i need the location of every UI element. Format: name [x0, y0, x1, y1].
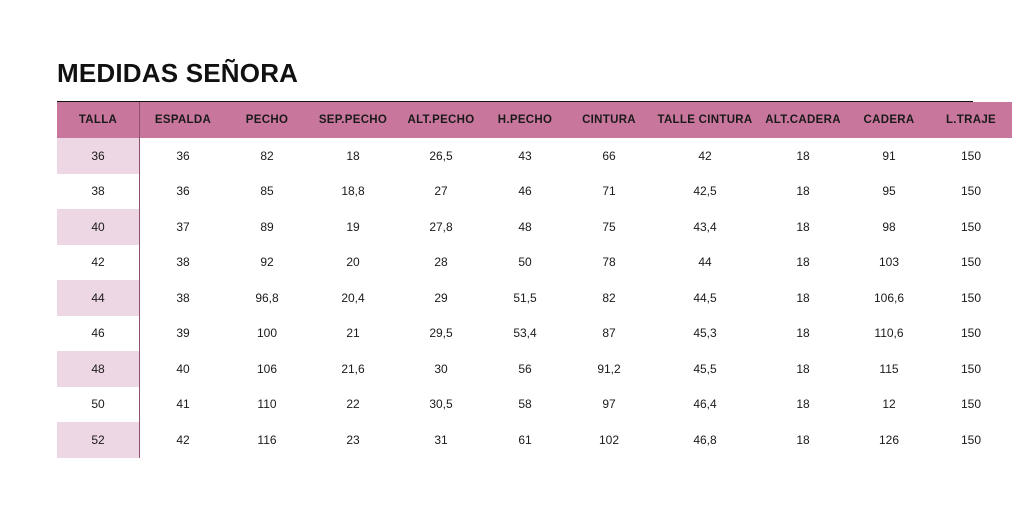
cell-h-pecho: 50: [484, 245, 566, 281]
column-header-talla: TALLA: [57, 102, 140, 138]
cell-talla: 52: [57, 422, 140, 458]
cell-sep-pecho: 18: [308, 138, 398, 174]
table-row: [57, 316, 1012, 352]
cell-alt-pecho: 29: [398, 280, 484, 316]
cell-talla: 36: [57, 138, 140, 174]
cell-espalda: 37: [140, 209, 227, 245]
cell-alt-pecho: 27: [398, 174, 484, 210]
cell-pecho: 106: [226, 351, 308, 387]
cell-talle-cintura: 43,4: [652, 209, 758, 245]
table-row: [57, 174, 1012, 210]
cell-cintura: 75: [566, 209, 652, 245]
cell-cintura: 82: [566, 280, 652, 316]
cell-alt-cadera: 18: [758, 387, 848, 423]
cell-talle-cintura: 42,5: [652, 174, 758, 210]
cell-cadera: 126: [848, 422, 930, 458]
cell-cintura: 87: [566, 316, 652, 352]
cell-l-traje: 150: [930, 209, 1012, 245]
column-header-cintura: CINTURA: [566, 102, 652, 138]
cell-pecho: 116: [226, 422, 308, 458]
cell-sep-pecho: 20: [308, 245, 398, 281]
cell-espalda: 39: [140, 316, 227, 352]
table-row: [57, 351, 1012, 387]
cell-alt-pecho: 30: [398, 351, 484, 387]
cell-talla: 42: [57, 245, 140, 281]
cell-espalda: 38: [140, 245, 227, 281]
cell-sep-pecho: 21: [308, 316, 398, 352]
cell-talle-cintura: 46,4: [652, 387, 758, 423]
measurements-table: [57, 102, 1013, 458]
cell-sep-pecho: 19: [308, 209, 398, 245]
cell-l-traje: 150: [930, 245, 1012, 281]
cell-cadera: 110,6: [848, 316, 930, 352]
cell-talle-cintura: 45,5: [652, 351, 758, 387]
cell-h-pecho: 46: [484, 174, 566, 210]
table-row: [57, 422, 1012, 458]
cell-pecho: 82: [226, 138, 308, 174]
cell-cadera: 106,6: [848, 280, 930, 316]
cell-cintura: 78: [566, 245, 652, 281]
cell-alt-cadera: 18: [758, 351, 848, 387]
cell-espalda: 41: [140, 387, 227, 423]
cell-l-traje: 150: [930, 351, 1012, 387]
column-header-cadera: CADERA: [848, 102, 930, 138]
cell-espalda: 42: [140, 422, 227, 458]
cell-pecho: 89: [226, 209, 308, 245]
cell-alt-pecho: 30,5: [398, 387, 484, 423]
cell-sep-pecho: 18,8: [308, 174, 398, 210]
cell-h-pecho: 56: [484, 351, 566, 387]
cell-cadera: 115: [848, 351, 930, 387]
cell-h-pecho: 61: [484, 422, 566, 458]
table-header: [57, 102, 1012, 138]
page-title: MEDIDAS SEÑORA: [57, 58, 299, 88]
cell-l-traje: 150: [930, 387, 1012, 423]
cell-sep-pecho: 20,4: [308, 280, 398, 316]
cell-talla: 50: [57, 387, 140, 423]
cell-talla: 40: [57, 209, 140, 245]
cell-pecho: 96,8: [226, 280, 308, 316]
cell-espalda: 36: [140, 138, 227, 174]
cell-espalda: 40: [140, 351, 227, 387]
cell-talle-cintura: 44,5: [652, 280, 758, 316]
column-header-l-traje: L.TRAJE: [930, 102, 1012, 138]
cell-talla: 46: [57, 316, 140, 352]
cell-sep-pecho: 22: [308, 387, 398, 423]
column-header-sep-pecho: SEP.PECHO: [308, 102, 398, 138]
cell-h-pecho: 53,4: [484, 316, 566, 352]
cell-alt-cadera: 18: [758, 316, 848, 352]
cell-espalda: 38: [140, 280, 227, 316]
cell-espalda: 36: [140, 174, 227, 210]
table-row: [57, 245, 1012, 281]
column-header-h-pecho: H.PECHO: [484, 102, 566, 138]
cell-h-pecho: 58: [484, 387, 566, 423]
cell-talla: 44: [57, 280, 140, 316]
cell-talla: 48: [57, 351, 140, 387]
cell-alt-pecho: 31: [398, 422, 484, 458]
cell-h-pecho: 48: [484, 209, 566, 245]
cell-alt-pecho: 29,5: [398, 316, 484, 352]
table-row: [57, 280, 1012, 316]
table-body: [57, 138, 1012, 458]
cell-alt-cadera: 18: [758, 245, 848, 281]
cell-h-pecho: 51,5: [484, 280, 566, 316]
column-header-espalda: ESPALDA: [140, 102, 227, 138]
column-header-alt-pecho: ALT.PECHO: [398, 102, 484, 138]
table-header-row: [57, 102, 1012, 138]
cell-cadera: 95: [848, 174, 930, 210]
column-header-alt-cadera: ALT.CADERA: [758, 102, 848, 138]
cell-alt-cadera: 18: [758, 174, 848, 210]
cell-talla: 38: [57, 174, 140, 210]
cell-talle-cintura: 46,8: [652, 422, 758, 458]
cell-alt-pecho: 28: [398, 245, 484, 281]
cell-cintura: 97: [566, 387, 652, 423]
cell-alt-cadera: 18: [758, 138, 848, 174]
cell-alt-cadera: 18: [758, 209, 848, 245]
cell-cadera: 12: [848, 387, 930, 423]
cell-pecho: 85: [226, 174, 308, 210]
table-row: [57, 387, 1012, 423]
cell-sep-pecho: 21,6: [308, 351, 398, 387]
cell-talle-cintura: 45,3: [652, 316, 758, 352]
cell-cadera: 103: [848, 245, 930, 281]
cell-sep-pecho: 23: [308, 422, 398, 458]
column-header-talle-cintura: TALLE CINTURA: [652, 102, 758, 138]
cell-alt-pecho: 27,8: [398, 209, 484, 245]
cell-pecho: 110: [226, 387, 308, 423]
cell-pecho: 92: [226, 245, 308, 281]
cell-talle-cintura: 44: [652, 245, 758, 281]
cell-pecho: 100: [226, 316, 308, 352]
cell-cintura: 66: [566, 138, 652, 174]
cell-cintura: 102: [566, 422, 652, 458]
cell-l-traje: 150: [930, 280, 1012, 316]
cell-alt-pecho: 26,5: [398, 138, 484, 174]
column-header-pecho: PECHO: [226, 102, 308, 138]
cell-cintura: 71: [566, 174, 652, 210]
cell-l-traje: 150: [930, 174, 1012, 210]
cell-h-pecho: 43: [484, 138, 566, 174]
cell-l-traje: 150: [930, 422, 1012, 458]
measurements-table-wrap: [57, 102, 997, 458]
cell-talle-cintura: 42: [652, 138, 758, 174]
cell-alt-cadera: 18: [758, 280, 848, 316]
cell-cintura: 91,2: [566, 351, 652, 387]
cell-cadera: 98: [848, 209, 930, 245]
cell-cadera: 91: [848, 138, 930, 174]
cell-alt-cadera: 18: [758, 422, 848, 458]
table-row: [57, 138, 1012, 174]
cell-l-traje: 150: [930, 138, 1012, 174]
table-row: [57, 209, 1012, 245]
cell-l-traje: 150: [930, 316, 1012, 352]
